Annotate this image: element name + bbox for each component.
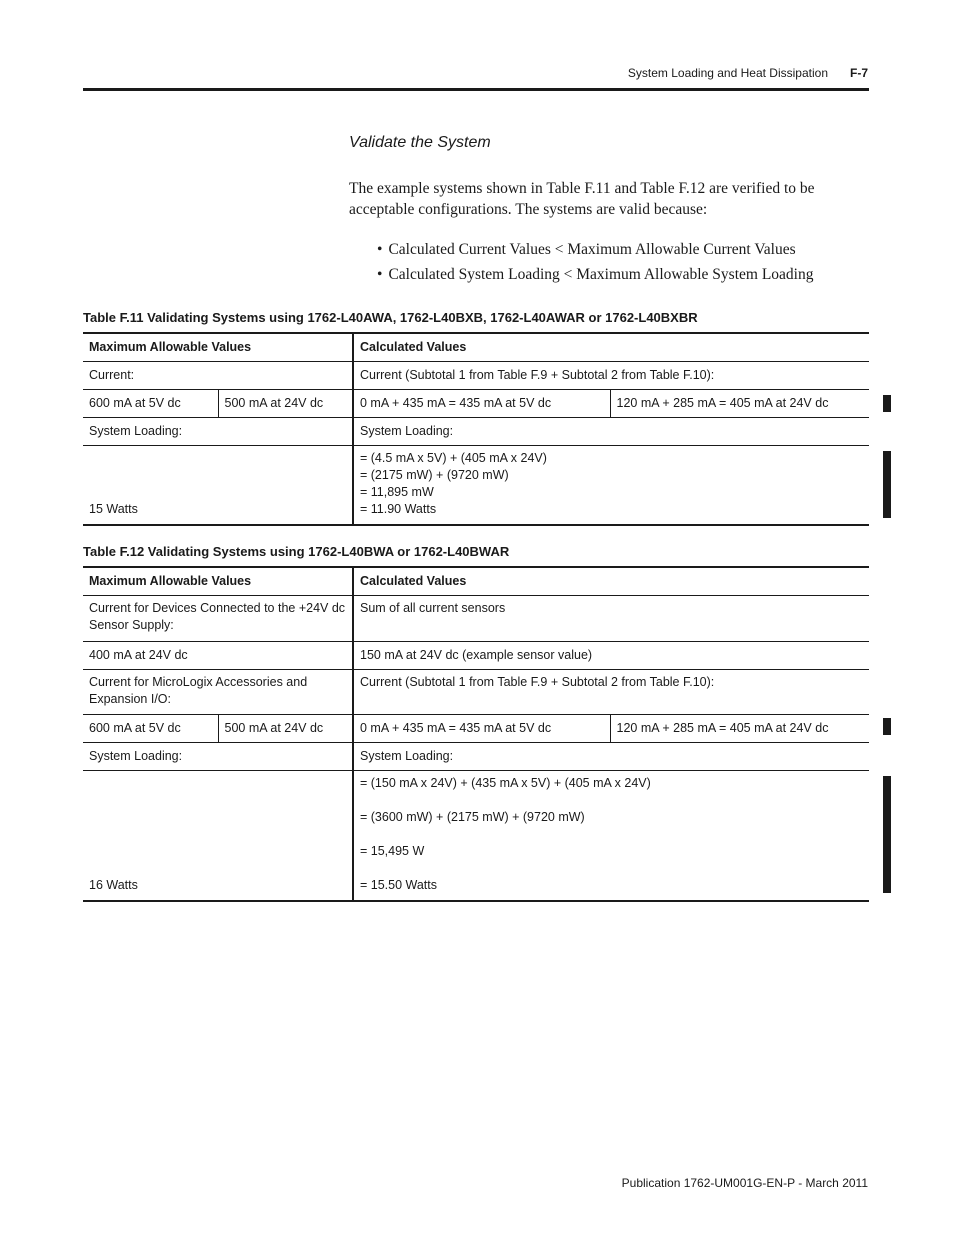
table-row: [83, 770, 869, 901]
table-row: [83, 742, 869, 770]
section-title: Validate the System: [349, 134, 491, 151]
publication-footer: Publication 1762-UM001G-EN-P - March 2011: [621, 1176, 868, 1190]
sensor-calc-label: Sum of all current sensors: [353, 595, 869, 641]
table-row: [83, 361, 869, 389]
loading-calc-line: = (2175 mW) + (9720 mW): [360, 467, 509, 482]
calc-24v-current: 120 mA + 285 mA = 405 mA at 24V dc: [610, 389, 869, 417]
sensor-max-value: 400 mA at 24V dc: [83, 641, 353, 669]
loading-calc-cell: [353, 445, 869, 525]
table-row: [83, 445, 869, 525]
max-5v-current: 600 mA at 5V dc: [83, 389, 218, 417]
calc-5v-current: 0 mA + 435 mA = 435 mA at 5V dc: [353, 389, 610, 417]
max-24v-current: 500 mA at 24V dc: [218, 389, 353, 417]
loading-calc-line: = 11,895 mW: [360, 484, 434, 499]
loading-label: System Loading:: [83, 417, 353, 445]
accessory-current-label: Current for MicroLogix Accessories and Expansion I/O:: [83, 669, 353, 714]
loading-calc-label: System Loading:: [353, 742, 869, 770]
table-row: [83, 389, 869, 417]
loading-calc-line: = 15.50 Watts: [360, 877, 438, 892]
loading-max-value: 16 Watts: [83, 770, 353, 901]
loading-calc-cell: [353, 770, 869, 901]
calc-5v-current: 0 mA + 435 mA = 435 mA at 5V dc: [353, 714, 610, 742]
running-title: System Loading and Heat Dissipation: [627, 66, 828, 80]
header-rule: [83, 88, 869, 91]
sensor-calc-value: 150 mA at 24V dc (example sensor value): [353, 641, 869, 669]
revision-change-bar: [883, 451, 891, 518]
loading-label: System Loading:: [83, 742, 353, 770]
current-calc-label: Current (Subtotal 1 from Table F.9 + Subtotal 2 from Table F.10):: [353, 361, 869, 389]
table-row: [83, 417, 869, 445]
table-row: [83, 595, 869, 641]
revision-change-bar: [883, 718, 891, 735]
loading-calc-line: = (150 mA x 24V) + (435 mA x 5V) + (405 mA x 24V): [360, 775, 651, 790]
revision-change-bar: [883, 776, 891, 893]
intro-paragraph: The example systems shown in Table F.11 and Table F.12 are verified to be acceptable configurations. The systems are valid because:: [349, 180, 815, 218]
header-max-allowable: Maximum Allowable Values: [83, 333, 353, 361]
bullet-item: • Calculated Current Values < Maximum Allowable Current Values: [377, 240, 813, 265]
revision-change-bar: [883, 395, 891, 412]
validity-bullet-list: [377, 240, 813, 290]
sensor-supply-label: Current for Devices Connected to the +24V dc Sensor Supply:: [83, 595, 353, 641]
table-row: [83, 641, 869, 669]
loading-calc-line: = 15,495 W: [360, 843, 425, 858]
table-header-row: [83, 333, 869, 361]
table-row: [83, 714, 869, 742]
table-row: [83, 669, 869, 714]
running-header: [628, 66, 868, 80]
loading-max-value: 15 Watts: [83, 445, 353, 525]
bullet-item: • Calculated System Loading < Maximum Allowable System Loading: [377, 265, 813, 290]
current-label: Current:: [83, 361, 353, 389]
table-f11: [83, 332, 869, 526]
max-5v-current: 600 mA at 5V dc: [83, 714, 218, 742]
table-f12-caption: Table F.12 Validating Systems using 1762-L40BWA or 1762-L40BWAR: [83, 544, 510, 559]
loading-calc-line: = (3600 mW) + (2175 mW) + (9720 mW): [360, 809, 585, 824]
table-f12: [83, 566, 869, 902]
header-max-allowable: Maximum Allowable Values: [83, 567, 353, 595]
header-calculated: Calculated Values: [353, 333, 869, 361]
accessory-calc-label: Current (Subtotal 1 from Table F.9 + Subtotal 2 from Table F.10):: [353, 669, 869, 714]
loading-calc-line: = (4.5 mA x 5V) + (405 mA x 24V): [360, 450, 547, 465]
table-f11-caption: Table F.11 Validating Systems using 1762-L40AWA, 1762-L40BXB, 1762-L40AWAR or 1762-L40BXBR: [83, 310, 698, 325]
max-24v-current: 500 mA at 24V dc: [218, 714, 353, 742]
page-number: F-7: [850, 66, 868, 80]
loading-calc-line: = 11.90 Watts: [360, 501, 437, 516]
loading-calc-label: System Loading:: [353, 417, 869, 445]
header-calculated: Calculated Values: [353, 567, 869, 595]
calc-24v-current: 120 mA + 285 mA = 405 mA at 24V dc: [610, 714, 869, 742]
table-header-row: [83, 567, 869, 595]
